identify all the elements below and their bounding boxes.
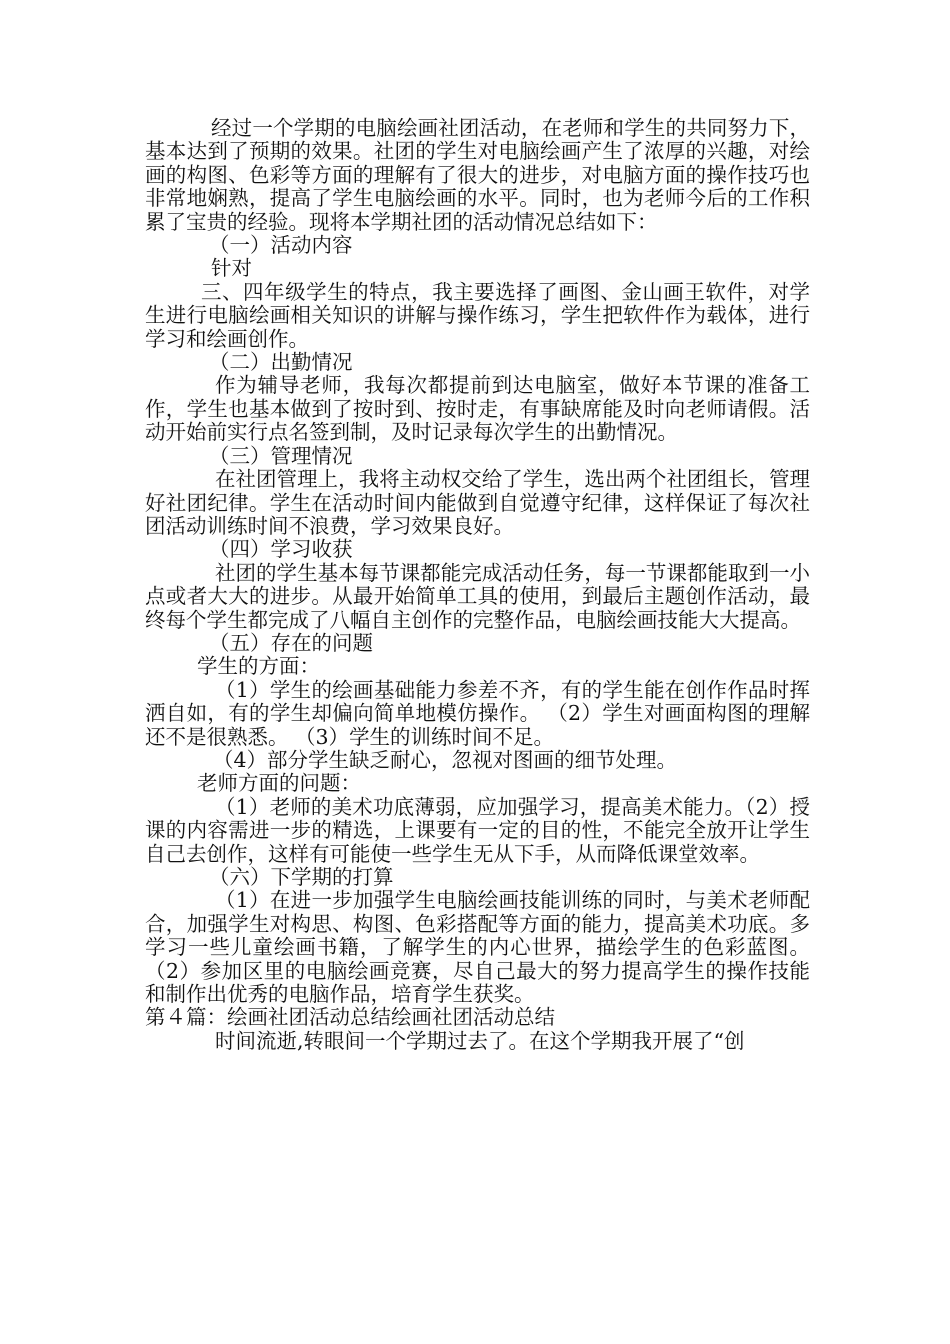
section-heading-activity-content: （一）活动内容 [209,233,353,258]
learning-gains-paragraph: 社团的学生基本每节课都能完成活动任务，每一节课都能取到一小点或者大大的进步。从最开始简单工具的使用，到最后主题创作活动，最终每个学生都完成了八幅自主创作的完整作品，电脑绘画技能大大提高。 [145,560,810,632]
attendance-paragraph: 作为辅导老师，我每次都提前到达电脑室，做好本节课的准备工作，学生也基本做到了按时到、按时走，有事缺席能及时向老师请假。活动开始前实行点名签到制，及时记录每次学生的出勤情况。 [145,373,810,445]
article-4-title: 第４篇：绘画社团活动总结绘画社团活动总结 [145,1005,555,1030]
management-paragraph: 在社团管理上，我将主动权交给了学生，选出两个社团组长，管理好社团纪律。学生在活动时间内能做到自觉遵守纪律，这样保证了每次社团活动训练时间不浪费，学习效果良好。 [145,467,810,538]
teacher-problems-paragraph: （1）老师的美术功底薄弱，应加强学习，提高美术能力。（2）授课的内容需进一步的精选，上课要有一定的目的性，不能完全放开让学生自己去创作，这样有可能使一些学生无从下手，从而降低课堂效率。 [145,794,810,866]
paragraph-line-short: 针对 [211,256,252,281]
article-4-first-line: 时间流逝,转眼间一个学期过去了。在这个学期我开展了“创 [215,1028,745,1053]
activity-content-paragraph: 三、四年级学生的特点，我主要选择了画图、金山画王软件，对学生进行电脑绘画相关知识的讲解与操作练习，学生把软件作为载体，进行学习和绘画创作。 [145,279,810,351]
intro-paragraph: 经过一个学期的电脑绘画社团活动，在老师和学生的共同努力下，基本达到了预期的效果。社团的学生对电脑绘画产生了浓厚的兴趣，对绘画的构图、色彩等方面的理解有了很大的进步，对电脑方面的操作技巧也非常地娴熟，提高了学生电脑绘画的水平。同时，也为老师今后的工作积累了宝贵的经验。现将本学期社团的活动情况总结如下： [145,116,810,234]
student-aspect-label: 学生的方面： [197,654,320,679]
section-heading-learning-gains: （四）学习收获 [209,537,353,562]
section-heading-management: （三）管理情况 [209,443,353,468]
section-heading-problems: （五）存在的问题 [209,630,373,655]
section-heading-next-semester: （六）下学期的打算 [209,865,394,889]
teacher-aspect-label: 老师方面的问题： [197,771,361,796]
student-problem-item-4: （4）部分学生缺乏耐心，忽视对图画的细节处理。 [213,747,678,772]
document-body [145,117,810,1053]
section-heading-attendance: （二）出勤情况 [209,350,353,375]
next-semester-paragraph: （1）在进一步加强学生电脑绘画技能训练的同时，与美术老师配合，加强学生对构思、构图、色彩搭配等方面的能力，提高美术功底。多学习一些儿童绘画书籍，了解学生的内心世界，描绘学生的色彩蓝图。 （2）参加区里的电脑绘画竞赛，尽自己最大的努力提高学生的操作技能和制作出优秀的电脑作品，培育学生获奖。 [145,888,810,1007]
student-problems-paragraph: （1）学生的绘画基础能力参差不齐，有的学生能在创作作品时挥洒自如，有的学生却偏向简单地模仿操作。 （2）学生对画面构图的理解还不是很熟悉。 （3）学生的训练时间不足。 [145,677,810,749]
